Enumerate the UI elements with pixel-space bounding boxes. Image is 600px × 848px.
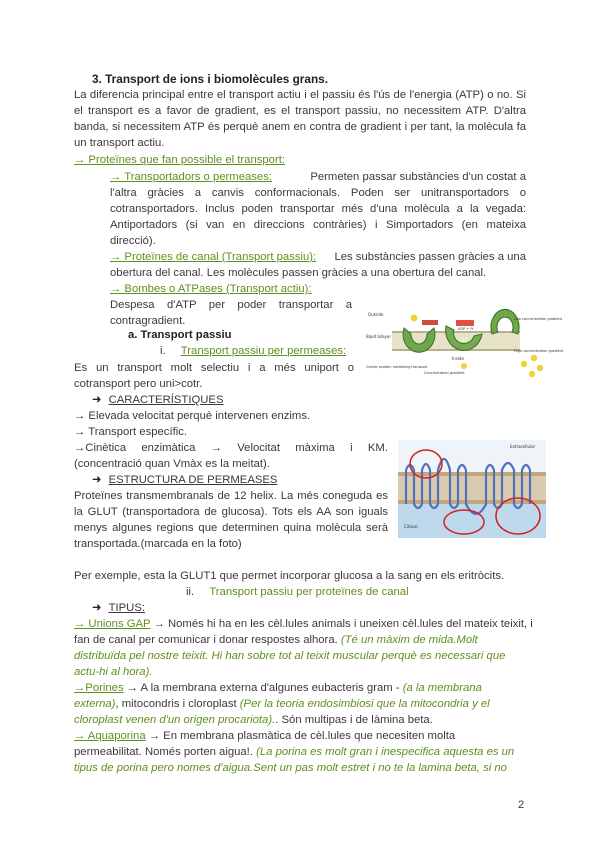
- intro-line-4: un transport actiu.: [74, 137, 165, 149]
- glut-structure-figure: [398, 440, 546, 538]
- fig1-label-carrier: Carrier protein mediating transport: [366, 365, 428, 369]
- fig1-label-low: Low concentration gradient: [514, 317, 563, 321]
- bullet-arrow-icon: ➜: [92, 474, 102, 486]
- porins-italic-2: externa): [74, 698, 116, 710]
- types-heading-row: [92, 601, 145, 615]
- sub-i-label: Transport passiu per permeases:: [180, 345, 347, 357]
- aquaporin-line-2: [74, 745, 514, 759]
- types-heading: TIPUS:: [108, 602, 146, 614]
- porins-italic-3: (Per la teoria endosimbiosi que la mitocondria y el: [239, 698, 490, 710]
- gap-text-1: → Només hi ha en les cèl.lules animals i uneixen cèl.lules del mateix teixit, i: [150, 618, 533, 630]
- pumps-label: → Bombes o ATPases (Transport actiu):: [110, 283, 312, 295]
- channels-line-1: [110, 250, 526, 264]
- permeases-text-1: Permeten passar substàncies d'un costat a: [310, 171, 526, 183]
- example-line: Per exemple, esta la GLUT1 que permet incorporar glucosa a la sang en els eritròcits.: [74, 570, 505, 582]
- aquaporin-label: → Aquaporina: [74, 730, 146, 742]
- pumps-line-2: contragradient.: [110, 315, 186, 327]
- structure-heading: ESTRUCTURA DE PERMEASES: [108, 474, 278, 486]
- porins-line-2: [74, 697, 490, 711]
- fig1-label-adp: ADP + Pi: [458, 327, 474, 331]
- gap-italic-1: (Té un màxim de mida.Molt: [340, 634, 478, 646]
- permeases-line-2: l'altra gràcies a canvis conformacionals. Poden ser unitransportadors o: [110, 187, 526, 199]
- page-number: 2: [518, 799, 525, 811]
- characteristics-item-2: → Transport específic.: [74, 426, 188, 438]
- structure-line-2: la GLUT (transportadora de glucosa). Tots els AA son iguals: [74, 506, 388, 518]
- gap-text-2: fan de canal per comunicar i donar respostes alhora.: [74, 634, 341, 646]
- porins-italic-1: (a la membrana: [402, 682, 482, 694]
- porins-text-2: , mitocondris i cloroplast: [115, 698, 240, 710]
- fig1-label-atp: ATP: [460, 338, 468, 343]
- uniport-line-1: Es un transport molt selectiu i a més uniport o: [74, 362, 354, 374]
- characteristics-item-3: →Cinètica enzimàtica → Velocitat màxima i KM.: [74, 442, 388, 454]
- characteristics-item-4: (concentració quan Vmàx es la meitat).: [74, 458, 270, 470]
- characteristics-heading: CARACTERÍSTIQUES: [108, 394, 224, 406]
- porins-text-3: . Són multipas i de làmina beta.: [275, 714, 433, 726]
- permeases-line-4: Antiportadors (si van en direccions contràries) i Simportadors (en mateixa: [110, 219, 526, 231]
- fig1-label-inside: Inside: [452, 356, 464, 361]
- fig2-label-citosol: Citosol: [404, 524, 418, 529]
- carrier-transport-figure: [364, 306, 564, 386]
- sub-ii-label: Transport passiu per proteïnes de canal: [209, 586, 409, 598]
- aquaporin-line-1: [74, 729, 455, 743]
- porins-italic-4: cloroplast venen d'un origen procariota).: [74, 714, 276, 726]
- aquaporin-italic-1: (La porina es molt gran i inespecifica aquesta es un: [256, 746, 515, 758]
- aquaporin-italic-2: tipus de porina pero nomes d'aigua.Sent un pas molt estret i no te la lamina beta, si no: [74, 762, 507, 774]
- gap-line-2: [74, 633, 478, 647]
- permeases-line-3: cotransportadors. Inclus poden transportar més d'una molècula a la vegada:: [110, 203, 526, 215]
- channels-text-1: Les substàncies passen gràcies a una: [334, 251, 526, 263]
- channels-label: → Proteïnes de canal (Transport passiu):: [110, 251, 317, 263]
- bullet-arrow-icon: ➜: [92, 602, 102, 614]
- permeases-label: → Transportadors o permeases:: [110, 171, 272, 183]
- gap-line-1: [74, 617, 533, 631]
- sub-ii-heading: [186, 585, 409, 599]
- sub-ii-num: ii.: [186, 586, 195, 598]
- fig1-label-bilayer: Bipid bilayer: [366, 334, 392, 339]
- fig1-label-high: High concentration gradient: [514, 349, 564, 353]
- structure-line-3: menys algunes regions que determinen quina molècula serà: [74, 522, 388, 534]
- sub-i-num: i.: [160, 345, 166, 357]
- gap-italic-3: actu-hi al hora).: [74, 666, 153, 678]
- porins-label: →Porines: [74, 682, 124, 694]
- sub-a-heading: a. Transport passiu: [128, 329, 232, 341]
- structure-heading-row: [92, 473, 277, 487]
- channels-line-2: obertura del canal. Les molècules passen gràcies a una obertura del canal.: [110, 267, 487, 279]
- intro-line-1: La diferencia principal entre el transport actiu i el passiu és l'ús de l'energia (ATP) o no. Si: [74, 89, 526, 101]
- permeases-line-1: [110, 170, 526, 184]
- porins-text-1: → A la membrana externa d'algunes eubacteris gram -: [123, 682, 403, 694]
- section-title: 3. Transport de ions i biomolècules grans.: [92, 72, 328, 86]
- gap-italic-2: distribuïda pel nostre teixit. Hi han sobre tot al teixit muscular perquè es necessari que: [74, 650, 506, 662]
- sub-i-heading: [160, 344, 346, 358]
- porins-line-1: [74, 681, 482, 695]
- fig2-label-extracellular: Extracellular: [510, 444, 536, 449]
- characteristics-item-1: → Elevada velocitat perquè intervenen enzims.: [74, 410, 311, 422]
- permeases-line-5: direcció).: [110, 235, 156, 247]
- pumps-line-1: Despesa d'ATP per poder transportar a: [110, 299, 352, 311]
- aquaporin-text-2: permeabilitat. Només porten aigua!.: [74, 746, 257, 758]
- structure-line-1: Proteïnes transmembranals de 12 helix. La més coneguda es: [74, 490, 388, 502]
- intro-line-3: banda, si necessitem ATP és perquè anem en contra de gradient i per tant, la molècula fa: [74, 121, 526, 133]
- gap-label: → Unions GAP: [74, 618, 151, 630]
- fig1-label-gradient: Concentration gradient: [424, 371, 465, 375]
- aquaporin-text-1: → En membrana plasmàtica de cèl.lules que necesiten molta: [145, 730, 456, 742]
- bullet-arrow-icon: ➜: [92, 394, 102, 406]
- porins-line-3: [74, 713, 433, 727]
- fig1-label-outside: Outside: [368, 312, 384, 317]
- proteins-heading: → Proteïnes que fan possible el transport:: [74, 154, 285, 166]
- structure-line-4: transportada.(marcada en la foto): [74, 538, 242, 550]
- intro-line-2: el transport es a favor de gradient, es el transport passiu, no necessitem ATP. D'altra: [74, 105, 526, 117]
- uniport-line-2: cotransport pero uni>cotr.: [74, 378, 203, 390]
- characteristics-heading-row: [92, 393, 223, 407]
